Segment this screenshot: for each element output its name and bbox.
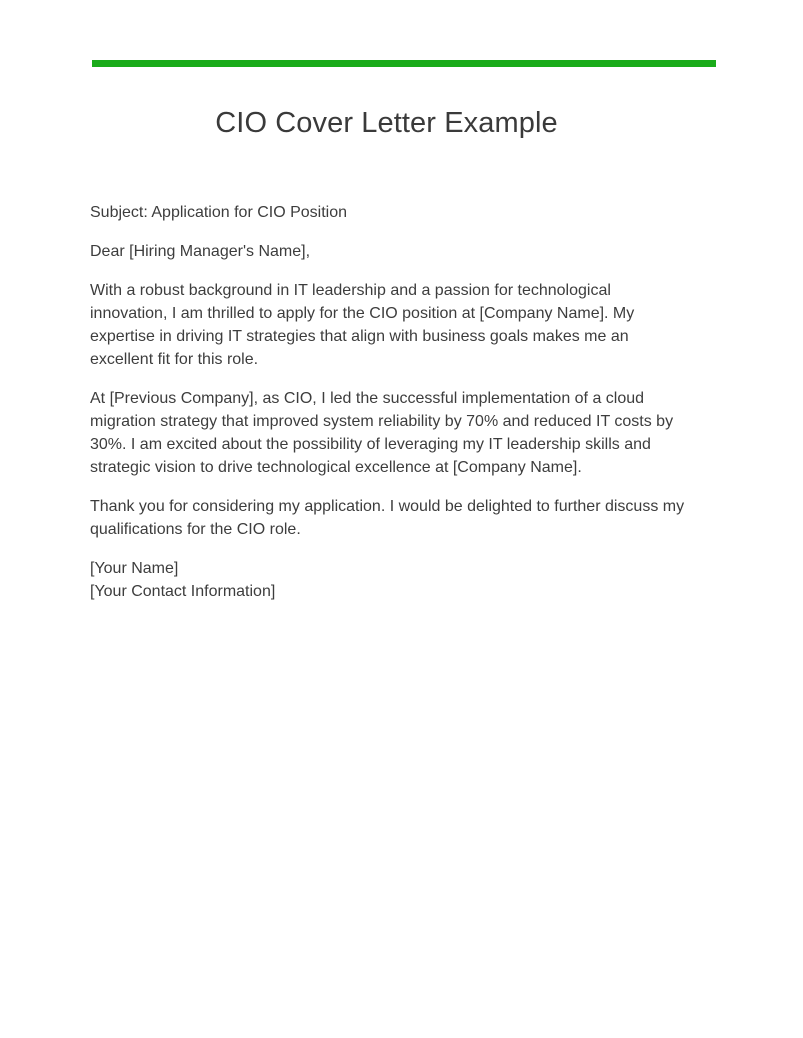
paragraph-closing: Thank you for considering my application. I would be delighted to further discuss my qualifications for the CIO role. [90,498,685,538]
signature-name: [Your Name] [90,560,179,577]
title-accent-bar [92,60,716,67]
signature-contact: [Your Contact Information] [90,583,276,600]
letter-body [90,201,690,619]
subject-line: Subject: Application for CIO Position [90,204,348,221]
paragraph-intro: With a robust background in IT leadership and a passion for technological innovation, I am thrilled to apply for the CIO position at [Company Name]. My expertise in driving IT strategies that align with business goals makes me an excellent fit for this role. [90,282,635,368]
page-title: CIO Cover Letter Example [215,107,558,139]
salutation: Dear [Hiring Manager's Name], [90,243,311,260]
signature-block [90,557,690,603]
paragraph-experience: At [Previous Company], as CIO, I led the successful implementation of a cloud migration strategy that improved system reliability by 70% and reduced IT costs by 30%. I am excited about the possibility of leveraging my IT leadership skills and strategic vision to drive technological excellence at [Company Name]. [90,390,674,476]
